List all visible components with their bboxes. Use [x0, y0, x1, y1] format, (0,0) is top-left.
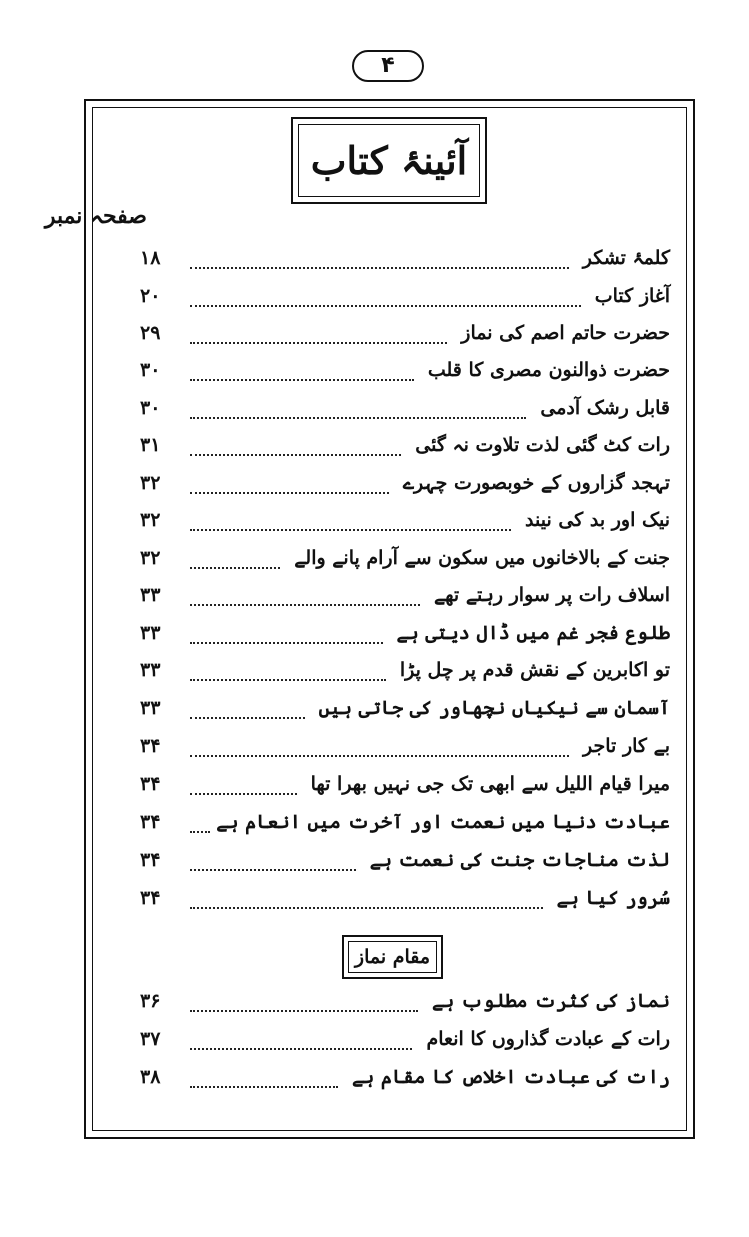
toc-leader-dots: [190, 1010, 418, 1012]
toc-entry-page: ۳۰: [140, 359, 161, 381]
toc-leader-dots: [190, 305, 581, 307]
toc-entry-page: ۳۲: [140, 509, 161, 531]
toc-leader-dots: [190, 567, 280, 569]
toc-leader-dots: [190, 907, 543, 909]
toc-entry-page: ۳۳: [140, 622, 161, 644]
toc-entry-page: ۳۰: [140, 397, 161, 419]
toc-entry: [140, 984, 670, 1022]
toc-entry-page: ۳۳: [140, 697, 161, 719]
section-heading-box: [342, 935, 443, 979]
toc-entry-title: تو اکابرین کے نقش قدم پر چل پڑا: [399, 659, 670, 681]
toc-entry-page: ۳۳: [140, 584, 161, 606]
toc-entry-title: رات کٹ گئی لذت تلاوت نہ گئی: [415, 434, 670, 456]
page-number-text: ۴: [381, 53, 395, 78]
title-box: [291, 117, 487, 204]
toc-entry: [140, 578, 670, 616]
toc-leader-dots: [190, 604, 420, 606]
toc-entry-title: رات کی عبادت اخلاص کا مقام ہے: [351, 1066, 670, 1088]
toc-leader-dots: [190, 679, 386, 681]
toc-entry: [140, 391, 670, 429]
toc-entry-title: طلوع فجر غم میں ڈال دیتی ہے: [396, 622, 670, 644]
toc-entry: [140, 353, 670, 391]
toc-leader-dots: [190, 492, 389, 494]
toc-leader-dots: [190, 793, 297, 795]
toc-entry-page: ۳۱: [140, 434, 161, 456]
toc-entry: [140, 805, 670, 843]
toc-entry-title: نیک اور بد کی نیند: [525, 509, 670, 531]
section-heading: مقام نماز: [348, 941, 437, 973]
toc-entry: [140, 729, 670, 767]
toc-entry: [140, 541, 670, 579]
toc-entry: [140, 843, 670, 881]
toc-entry-page: ۳۴: [140, 811, 161, 833]
toc-entry-page: ۲۹: [140, 322, 161, 344]
toc-entry-page: ۳۴: [140, 773, 161, 795]
toc-leader-dots: [190, 755, 569, 757]
toc-entry-title: حضرت ذوالنون مصری کا قلب: [427, 359, 670, 381]
toc-leader-dots: [190, 417, 526, 419]
toc-entry: [140, 466, 670, 504]
toc-entry-title: کلمۂ تشکر: [582, 247, 670, 269]
toc-entry-page: ۳۳: [140, 659, 161, 681]
toc-leader-dots: [190, 267, 569, 269]
toc-entry: [140, 881, 670, 919]
toc-entry-title: حضرت حاتم اصم کی نماز: [461, 322, 670, 344]
toc-entry-page: ۲۰: [140, 285, 161, 307]
toc-leader-dots: [190, 342, 447, 344]
toc-entry: [140, 428, 670, 466]
book-title: آئینۂ کتاب: [298, 124, 480, 197]
toc-entry-title: میرا قیام اللیل سے ابھی تک جی نہیں بھرا تھا: [310, 773, 670, 795]
toc-entry-page: ۳۸: [140, 1066, 161, 1088]
toc-leader-dots: [190, 1086, 338, 1088]
page-number: [352, 50, 424, 82]
toc-entry-title: آسمان سے نیکیاں نچھاور کی جاتی ہیں: [318, 697, 670, 719]
toc-entry: [140, 691, 670, 729]
toc-entry: [140, 316, 670, 354]
toc-entry: [140, 503, 670, 541]
toc-entry: [140, 616, 670, 654]
toc-leader-dots: [190, 454, 401, 456]
toc-entry-page: ۳۴: [140, 735, 161, 757]
toc-entry: [140, 279, 670, 317]
toc-leader-dots: [190, 717, 305, 719]
page-column-header: صفحہ نمبر: [44, 203, 147, 229]
toc-entry-page: ۱۸: [140, 247, 161, 269]
toc-entry-title: لذت مناجات جنت کی نعمت ہے: [369, 849, 670, 871]
toc-entry-title: بے کار تاجر: [583, 735, 670, 757]
toc-leader-dots: [190, 1048, 412, 1050]
toc-entry-page: ۳۲: [140, 472, 161, 494]
toc-entry-title: جنت کے بالاخانوں میں سکون سے آرام پانے والے: [294, 547, 670, 569]
toc-entry-title: نماز کی کثرت مطلوب ہے: [432, 990, 670, 1012]
toc-entry-title: تہجد گزاروں کے خوبصورت چہرے: [402, 472, 670, 494]
toc-entry: [140, 1022, 670, 1060]
toc-leader-dots: [190, 869, 356, 871]
toc-leader-dots: [190, 831, 210, 833]
toc-entry-page: ۳۶: [140, 990, 161, 1012]
toc-entry-title: اسلاف رات پر سوار رہتے تھے: [434, 584, 670, 606]
toc-leader-dots: [190, 529, 511, 531]
toc-leader-dots: [190, 379, 414, 381]
toc-entry-title: رات کے عبادت گذاروں کا انعام: [426, 1028, 670, 1050]
toc-entry-title: عبادت دنیا میں نعمت اور آخرت میں انعام ہے: [216, 811, 670, 833]
toc-entry: [140, 767, 670, 805]
toc-entry-page: ۳۷: [140, 1028, 161, 1050]
toc-entry-page: ۳۴: [140, 849, 161, 871]
toc-entry-page: ۳۴: [140, 887, 161, 909]
toc-entry: [140, 653, 670, 691]
toc-entry-title: قابل رشک آدمی: [540, 397, 670, 419]
toc-entry: [140, 241, 670, 279]
toc-entry-title: سُرور کیا ہے: [556, 887, 670, 909]
toc-leader-dots: [190, 642, 383, 644]
toc-entry: [140, 1060, 670, 1098]
toc-entry-page: ۳۲: [140, 547, 161, 569]
toc-entry-title: آغاز کتاب: [594, 285, 670, 307]
